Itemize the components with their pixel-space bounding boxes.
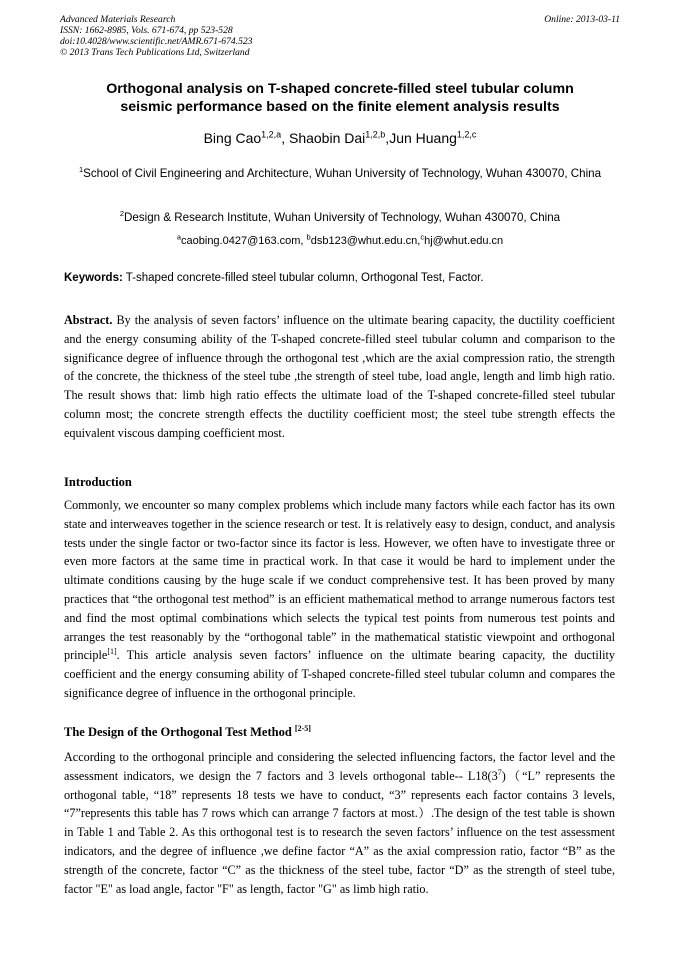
exponent: 7 (497, 767, 502, 777)
affiliation-text: Design & Research Institute, Wuhan University of Technology, Wuhan 430070, China (124, 211, 561, 224)
design-heading-text: The Design of the Orthogonal Test Method (64, 725, 295, 739)
email-marker: b (306, 232, 311, 242)
citation: [1] (107, 647, 117, 657)
paper-title (60, 80, 620, 116)
section-heading-introduction: Introduction (64, 475, 132, 489)
author-superscript: 1,2,b (365, 129, 386, 140)
email-marker: c (420, 232, 425, 242)
journal-header (60, 14, 252, 58)
author-name: Shaobin Dai (288, 130, 366, 146)
author-emails (60, 233, 620, 249)
keywords-label: Keywords: (64, 272, 123, 284)
affiliation-2 (60, 208, 620, 227)
section-heading-design (64, 724, 311, 740)
author-superscript: 1,2,a (261, 129, 282, 140)
design-paragraph (64, 748, 615, 898)
keywords-text: T-shaped concrete-filled steel tubular column, Orthogonal Test, Factor. (122, 272, 484, 284)
issn-line: ISSN: 1662-8985, Vols. 671-674, pp 523-528 (60, 25, 233, 36)
doi-line: doi:10.4028/www.scientific.net/AMR.671-674.523 (60, 36, 253, 47)
title-line-2: seismic performance based on the finite element analysis results (120, 99, 560, 115)
journal-name: Advanced Materials Research (60, 14, 176, 25)
affiliation-1 (60, 164, 620, 183)
online-date: Online: 2013-03-11 (544, 14, 620, 25)
affiliation-number: 2 (119, 209, 125, 219)
email-address: hj@whut.edu.cn (424, 235, 504, 247)
author-name: Bing Cao (203, 130, 262, 146)
author-list: Bing Cao$^{1,2,a}$, Shaobin Dai$^{1,2,b}$,Jun Huang$^{1,2,c}$ (203, 129, 477, 146)
email-marker: a (176, 232, 182, 242)
copyright-line: © 2013 Trans Tech Publications Ltd, Switzerland (60, 47, 250, 58)
introduction-text: Commonly, we encounter so many complex problems which include many factors while each factor has its own state and interweaves together in the science research or test. It is relatively easy to design, conduct, and analysis tests under the single factor or two-factor since its factor is less. However, we often have to investigate three or even more factors at the same time in practical work. In that case it would be hard to implement under the ultimate conditions causing by the huge scale if we conduct comprehensive test. It has been proved by many practices that “the orthogonal test method” is an efficient mathematical method to arrange numerous factors test and find the most optimal combinations which selects the typical test points from numerous test points and arranges the test reasonably by the “orthogonal table” in the mathematical statistic viewpoint and orthogonal principle (64, 498, 615, 663)
email-address: caobing.0427@163.com, (181, 235, 307, 247)
keywords (64, 270, 624, 286)
introduction-text-continued: . This article analysis seven factors’ influence on the ultimate bearing capacity, the ductility coefficient and the energy consuming ability of T-shaped concrete-filled steel tubular column and compares the significance degree of influence in the orthogonal principle. (64, 648, 615, 700)
citation: [2-5] (294, 723, 311, 733)
affiliation-text: School of Civil Engineering and Architecture, Wuhan University of Technology, Wuhan 430070, China (83, 167, 602, 180)
affiliation-number: 1 (78, 165, 84, 175)
introduction-paragraph (64, 496, 615, 703)
abstract (64, 311, 615, 443)
abstract-label: Abstract. (64, 313, 113, 327)
design-text-continued: )（“L” represents the orthogonal table, “18” represents 18 tests we have to conduct, “3” represents each factor contains 3 levels, “7”represents this table has 7 rows which can arrange 7 factors at most.）.The design of the test table is shown in Table 1 and Table 2. As this orthogonal test is to research the seven factors’ influence on the test assessment indicators, and the degree of influence ,we define factor “A” as the axial compression ratio, factor “B” as the strength of the concrete, factor “C” as the thickness of the steel tube, factor “D” as the strength of steel tube, factor "E" as load angle, factor "F" as length, factor "G" as limb high ratio. (64, 768, 615, 896)
author-name: Jun Huang (389, 130, 457, 146)
abstract-text: By the analysis of seven factors’ influence on the ultimate bearing capacity, the ductility coefficient and the energy consuming ability of the T-shaped concrete-filled steel tubular column and comparison to the significance degree of influence through the orthogonal test ,which are the axial compression ratio, the strength of the concrete, the thickness of the steel tube ,the strength of steel tube, load angle, length and limb high ratio. The result shows that: limb high ratio effects the ultimate load of the T-shaped concrete-filled steel tubular column most; the concrete strength effects the ductility coefficient most; the steel tube strength effects the equivalent viscous damping coefficient most. (64, 313, 615, 440)
design-text: According to the orthogonal principle and considering the selected influencing factors, the factor level and the assessment indicators, we design the 7 factors and 3 levels orthogonal table-- L18(3 (64, 750, 615, 783)
author-superscript: 1,2,c (456, 129, 477, 140)
email-address: dsb123@whut.edu.cn, (310, 235, 421, 247)
title-line-1: Orthogonal analysis on T-shaped concrete-filled steel tubular column (106, 81, 574, 97)
